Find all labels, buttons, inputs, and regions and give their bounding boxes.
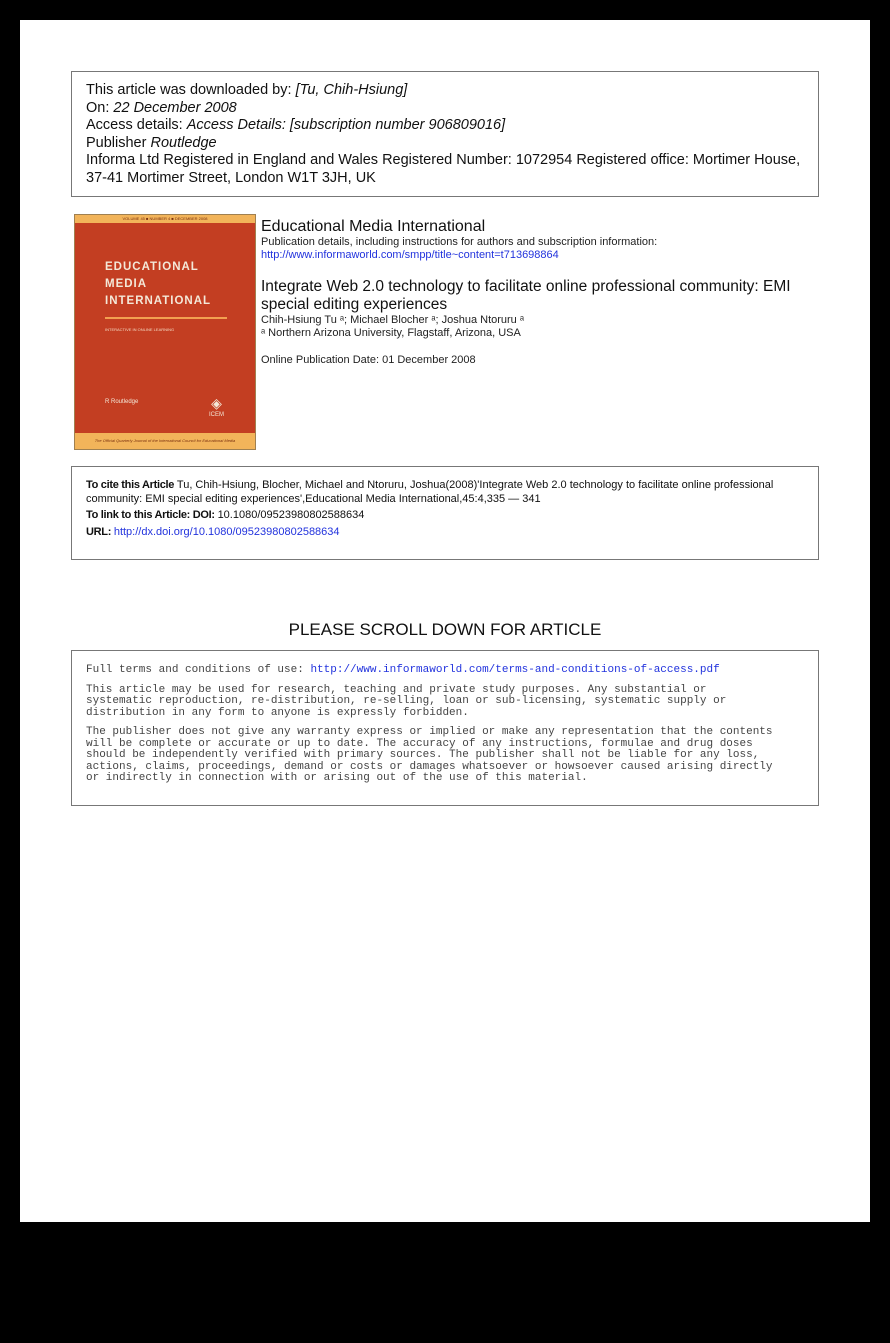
download-date: 22 December 2008 (113, 99, 237, 116)
publisher: Routledge (150, 134, 217, 151)
label: Full terms and conditions of use: (86, 664, 311, 676)
label: Publisher (86, 134, 151, 151)
terms-paragraph: The publisher does not give any warranty express or implied or make any representation that the contents will be complete or accurate or up to date. The accuracy of any instructions, formulae and drug doses should be independently verified with primary sources. The publisher shall not be liable for any loss, actions, claims, proceedings, demand or costs or damages whatsoever or howsoever caused arising directly or indirectly in connection with or arising out of the use of this material. (86, 726, 773, 784)
terms-paragraph: This article may be used for research, teaching and private study purposes. Any substantial or systematic reproduction, re-distribution, re-selling, loan or sub-licensing, systematic supply or distribution in any form to anyone is expressly forbidden. (86, 683, 727, 719)
registered-office: Informa Ltd Registered in England and Wales Registered Number: 1072954 Registered office: Mortimer House, 37-41 Mortimer Street, London W1T 3JH, UK (86, 152, 801, 186)
cover-band-top: VOLUME 45 ■ NUMBER 4 ■ DECEMBER 2008 (75, 215, 255, 223)
cover-title: EDUCATIONAL (105, 261, 199, 273)
label: On: (86, 99, 114, 116)
citation-text: Tu, Chih-Hsiung, Blocher, Michael and Ntoruru, Joshua(2008)'Integrate Web 2.0 technology to facilitate online professional community: EMI special editing experiences',Educational Media International,45:4,335 — 341 (86, 479, 774, 505)
cover-rule (105, 317, 227, 319)
terms-box (71, 650, 819, 806)
downloaded-by: [Tu, Chih-Hsiung] (295, 82, 408, 98)
doi: 10.1080/09523980802588634 (217, 509, 365, 521)
icem-logo: ◈ ICEM (209, 395, 224, 418)
article-title: Integrate Web 2.0 technology to facilitate online professional community: EMI special editing experiences (261, 278, 791, 313)
routledge-logo: R Routledge (105, 399, 139, 405)
journal-details: Publication details, including instructions for authors and subscription information: (261, 236, 658, 248)
journal-title: Educational Media International (261, 218, 486, 235)
label: This article was downloaded by: (86, 82, 296, 98)
article-affiliation: ᵃ Northern Arizona University, Flagstaff, Arizona, USA (261, 327, 521, 339)
label: To link to this Article: DOI: (86, 509, 218, 521)
article-info (261, 218, 821, 367)
download-info-box (71, 71, 819, 197)
label: Access details: (86, 117, 187, 133)
label: URL: (86, 525, 114, 538)
cover-subtitle: INTERACTIVE IN ONLINE LEARNING (105, 327, 175, 332)
cover-title: INTERNATIONAL (105, 295, 212, 307)
label: To cite this Article (86, 479, 177, 491)
journal-cover-image (74, 214, 256, 450)
cover-title: MEDIA (105, 278, 148, 290)
cover-band-bottom: The Official Quarterly Journal of the International Council for Educational Media (75, 433, 255, 449)
citation-box (71, 466, 819, 560)
article-authors: Chih-Hsiung Tu ᵃ; Michael Blocher ᵃ; Joshua Ntoruru ᵃ (261, 314, 524, 326)
scroll-notice: PLEASE SCROLL DOWN FOR ARTICLE (288, 620, 602, 639)
document-page (20, 20, 870, 1222)
journal-link[interactable]: http://www.informaworld.com/smpp/title~content=t713698864 (261, 249, 559, 261)
doi-link[interactable]: http://dx.doi.org/10.1080/09523980802588634 (113, 525, 340, 538)
publication-date: Online Publication Date: 01 December 2008 (261, 354, 476, 366)
access-details: Access Details: [subscription number 906809016] (186, 117, 506, 133)
terms-link[interactable]: http://www.informaworld.com/terms-and-conditions-of-access.pdf (310, 664, 720, 676)
